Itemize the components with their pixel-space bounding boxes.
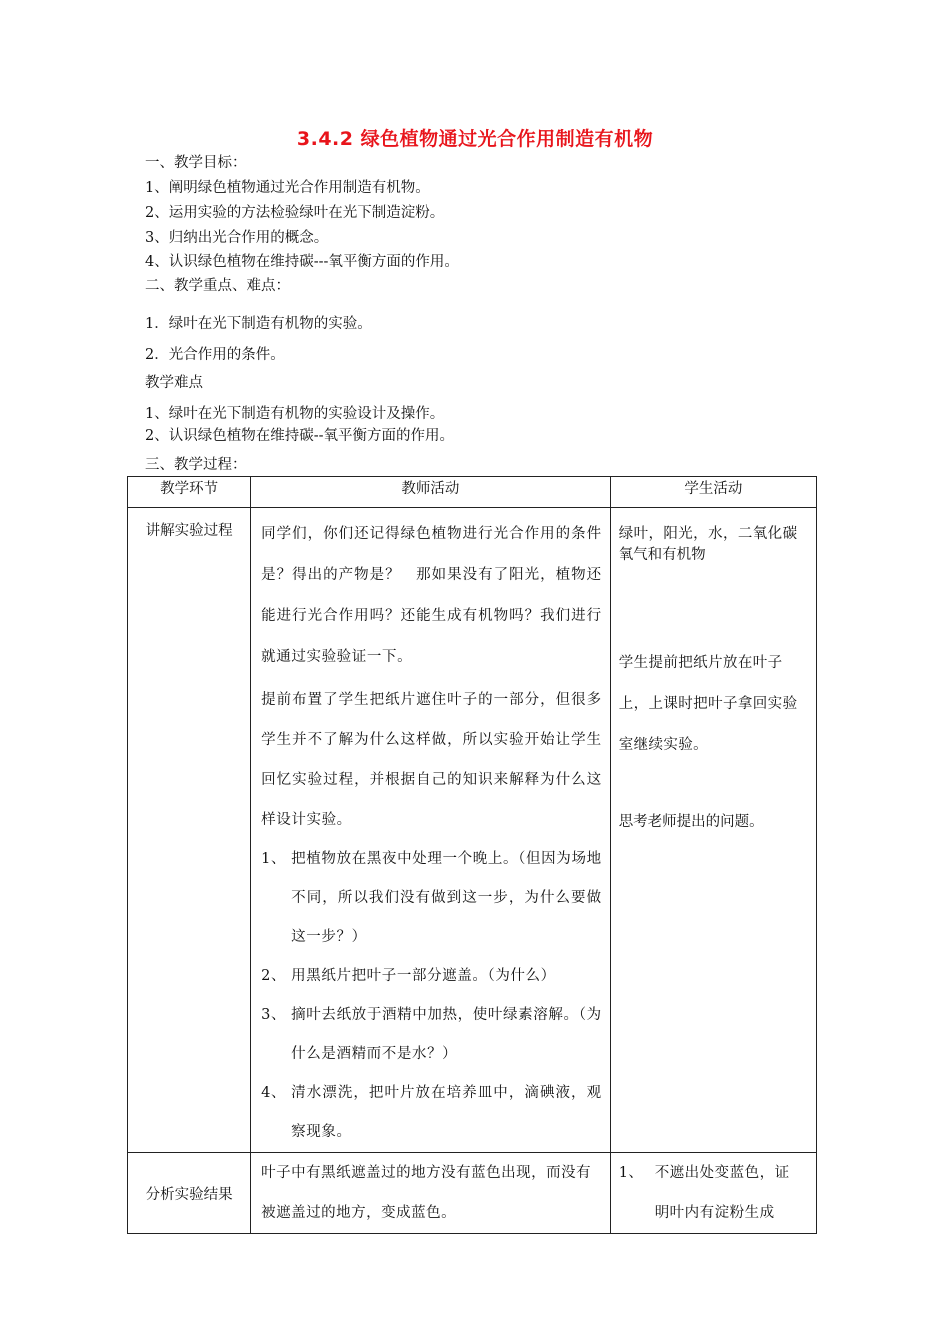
key-point-item: 2．光合作用的条件。: [145, 347, 285, 363]
header-student: 学生活动: [610, 477, 816, 508]
student-result: [619, 1153, 808, 1193]
table-header-row: [128, 477, 817, 508]
process-heading: 三、教学过程：: [145, 457, 247, 473]
difficulty-item: 1、绿叶在光下制造有机物的实验设计及操作。: [145, 406, 445, 422]
header-teacher: 教师活动: [251, 477, 611, 508]
step-item: [261, 840, 602, 957]
result-text: 明叶内有淀粉生成: [654, 1205, 775, 1221]
step-text: 摘叶去纸放于酒精中加热，使叶绿素溶解。（为什么是酒精而不是水？）: [291, 1007, 602, 1062]
table-row: [128, 508, 817, 1153]
result-number: 1、: [618, 1165, 644, 1181]
objective-item: 4、认识绿色植物在维持碳---氧平衡方面的作用。: [145, 254, 459, 270]
student-cell: [610, 1153, 816, 1234]
stage-cell: 讲解实验过程: [128, 508, 251, 1153]
key-points-heading: 二、教学重点、难点：: [145, 278, 290, 294]
teacher-paragraph: 同学们，你们还记得绿色植物进行光合作用的条件是？得出的产物是？ 那如果没有了阳光，植物还能进行光合作用吗？还能生成有机物吗？我们进行就通过实验验证一下。: [261, 526, 602, 665]
objectives-heading: 一、教学目标：: [145, 155, 247, 171]
objective-item: 3、归纳出光合作用的概念。: [145, 230, 329, 246]
objective-item: 2、运用实验的方法检验绿叶在光下制造淀粉。: [145, 205, 445, 221]
teacher-cell: [251, 1153, 611, 1234]
teacher-paragraph: 提前布置了学生把纸片遮住叶子的一部分，但很多学生并不了解为什么这样做，所以实验开始让学生回忆实验过程，并根据自己的知识来解释为什么这样设计实验。: [261, 692, 602, 828]
teacher-result: 叶子中有黑纸遮盖过的地方没有蓝色出现，而没有被遮盖过的地方，变成蓝色。: [261, 1165, 592, 1221]
student-cell: [610, 508, 816, 1153]
step-number: 1、: [261, 851, 287, 867]
student-answer: 学生提前把纸片放在叶子上，上课时把叶子拿回实验室继续实验。: [618, 655, 798, 753]
teacher-cell: [251, 508, 611, 1153]
key-point-item: 1．绿叶在光下制造有机物的实验。: [145, 316, 372, 332]
step-text: 用黑纸片把叶子一部分遮盖。（为什么）: [291, 968, 556, 984]
result-text: 不遮出处变蓝色，证: [654, 1165, 790, 1181]
stage-cell: 分析实验结果: [128, 1153, 251, 1234]
header-stage: 教学环节: [128, 477, 251, 508]
lesson-table: [127, 476, 817, 1234]
student-answer: 绿叶，阳光，水，二氧化碳: [618, 526, 798, 542]
step-number: 3、: [261, 1007, 287, 1023]
step-number: 2、: [261, 968, 287, 984]
page-title: 3.4.2 绿色植物通过光合作用制造有机物: [296, 128, 654, 150]
difficulty-item: 2、认识绿色植物在维持碳--氧平衡方面的作用。: [145, 428, 455, 444]
student-answer: 氧气和有机物: [618, 547, 706, 563]
step-item: [261, 957, 602, 996]
step-item: [261, 996, 602, 1074]
step-item: [261, 1074, 602, 1152]
objective-item: 1、阐明绿色植物通过光合作用制造有机物。: [145, 180, 430, 196]
step-number: 4、: [261, 1085, 287, 1101]
step-text: 清水漂洗，把叶片放在培养皿中，滴碘液，观察现象。: [291, 1085, 602, 1140]
step-text: 把植物放在黑夜中处理一个晚上。（但因为场地不同，所以我们没有做到这一步，为什么要做这一步？）: [291, 851, 602, 945]
student-answer: 思考老师提出的问题。: [618, 814, 764, 830]
difficulties-heading: 教学难点: [145, 375, 203, 391]
table-row: [128, 1153, 817, 1234]
